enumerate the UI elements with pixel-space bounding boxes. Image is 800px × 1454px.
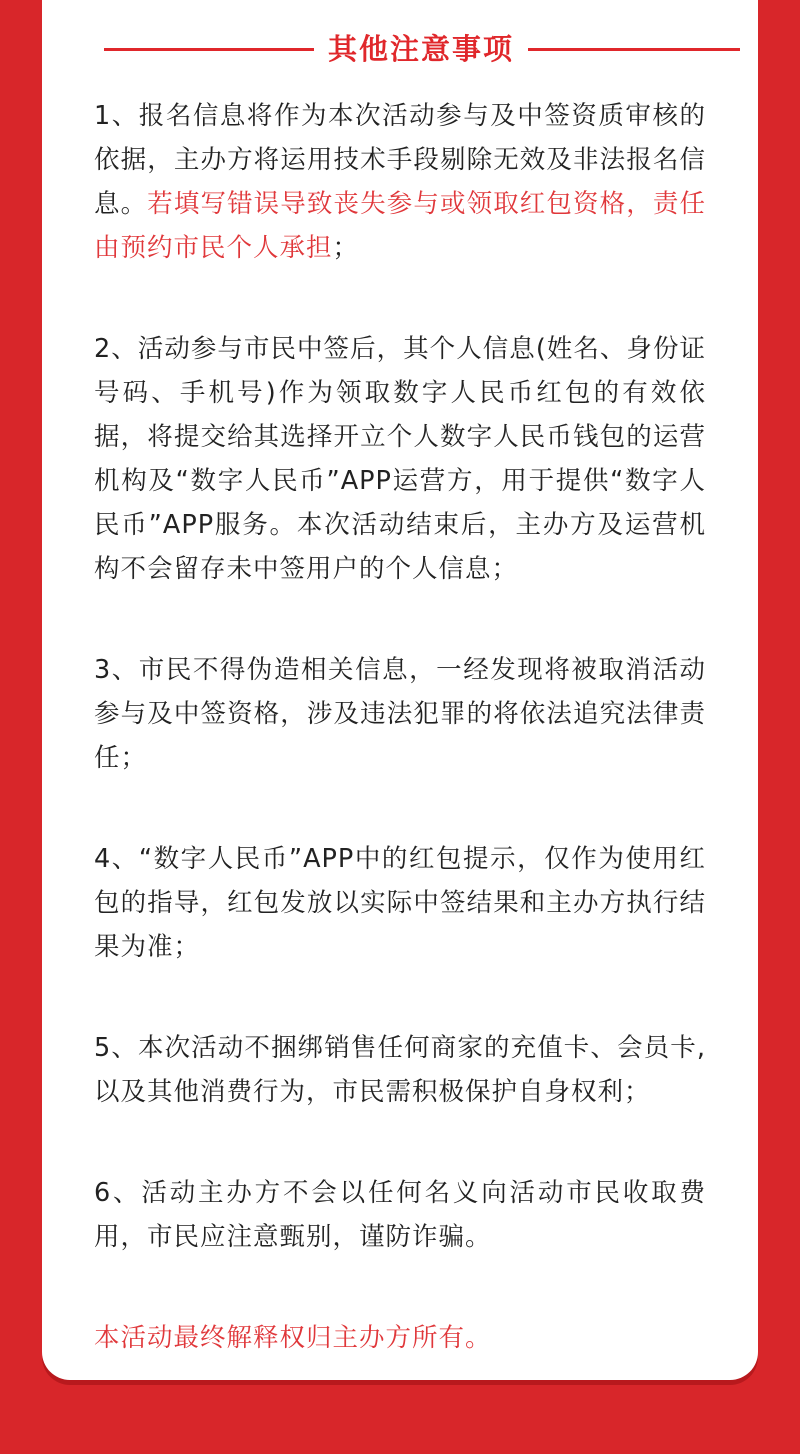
notice-item-1 [94, 94, 706, 270]
notice-item-5: 5、本次活动不捆绑销售任何商家的充值卡、会员卡,以及其他消费行为，市民需积极保护自身权利； [94, 1033, 706, 1107]
header-rule-left [104, 48, 314, 51]
notice-item-3: 3、市民不得伪造相关信息，一经发现将被取消活动参与及中签资格，涉及违法犯罪的将依法追究法律责任； [94, 655, 706, 773]
header-rule-right [528, 48, 740, 51]
section-header [42, 26, 758, 72]
section-title: 其他注意事项 [327, 32, 514, 66]
notice-item-6: 6、活动主办方不会以任何名义向活动市民收取费用，市民应注意甄别，谨防诈骗。 [94, 1178, 706, 1252]
notice-item-1-text: 1、报名信息将作为本次活动参与及中签资质审核的依据，主办方将运用技术手段剔除无效及非法报名信息。 [94, 101, 706, 219]
notice-list [94, 94, 706, 1360]
notice-item-2: 2、活动参与市民中签后，其个人信息(姓名、身份证号码、手机号)作为领取数字人民币红包的有效依据，将提交给其选择开立个人数字人民币钱包的运营机构及“数字人民币”APP运营方，用于提供“数字人民币”APP服务。本次活动结束后，主办方及运营机构不会留存未中签用户的个人信息； [94, 334, 706, 584]
closing-statement: 本活动最终解释权归主办方所有。 [94, 1323, 492, 1353]
notice-item-1-highlight: 若填写错误导致丧失参与或领取红包资格，责任由预约市民个人承担 [94, 189, 706, 263]
notice-item-1-suffix: ； [332, 233, 360, 263]
notice-item-4: 4、“数字人民币”APP中的红包提示，仅作为使用红包的指导，红包发放以实际中签结果和主办方执行结果为准； [94, 844, 706, 962]
notice-card [42, 0, 758, 1380]
